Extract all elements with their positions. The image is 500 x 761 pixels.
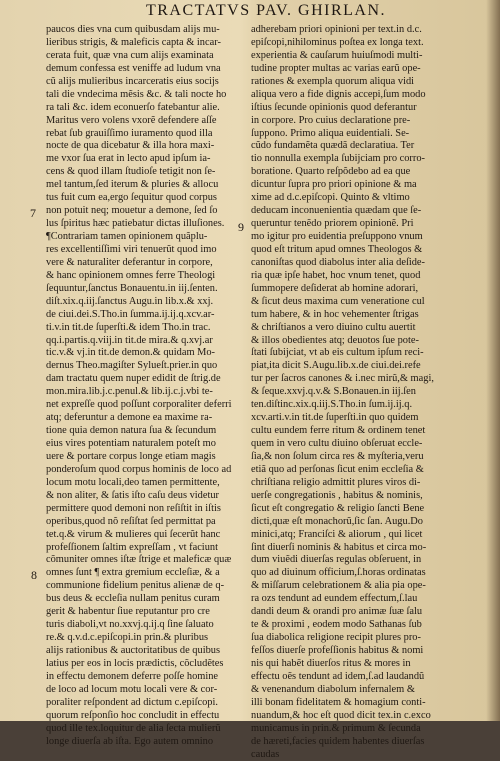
text-line: permittere quod demoni non reſiſtit in iſtis xyxy=(46,503,282,516)
text-line: experientia & cauſarum huiuſmodi multi- xyxy=(251,50,487,63)
text-line: ti.v.in tit.de ſuperſti.& idem Tho.in trac. xyxy=(46,322,282,335)
text-line: & venenandum diabolum infernalem & xyxy=(251,684,487,697)
text-line: cultu eundem ferre ritum & ordinem tenet xyxy=(251,425,487,438)
text-line: ponderoſum quod corpus hominis de loco ad xyxy=(46,464,282,477)
text-line: ſint diuerſi nominis & habitus et circa mo- xyxy=(251,542,487,555)
text-line: dum viuẽdi diuerſas regulas obſeruent, in xyxy=(251,554,487,567)
text-line: etiã quo ad perſonas ſicut enim eccleſia & xyxy=(251,464,487,477)
text-line: ſtati ſubijciat, vt ab eis cultum ipſum reci- xyxy=(251,347,487,360)
paragraph-marker-8: 8 xyxy=(31,568,37,583)
text-line: & non aliter, & ſatis iſto caſu deus videtur xyxy=(46,490,282,503)
text-line: tum habere, & in hoc vehementer ſtrigas xyxy=(251,309,487,322)
text-line: quod eſt tritum apud omnes Theologos & xyxy=(251,244,487,257)
text-line: profeſſionem ſaltim expreſſam , vt faciunt xyxy=(46,542,282,555)
text-line: mel tantum,ſed iterum & pluries & allocu xyxy=(46,179,282,192)
text-line: turis diaboli,vt no.xxvj.q.ij.q ſine ſaluato xyxy=(46,619,282,632)
text-line: tione quia demon natura ſua & ſecundum xyxy=(46,425,282,438)
text-line: chriſtiana religio admittit plures viros di- xyxy=(251,477,487,490)
text-line: illi bonam fidelitatem & homagium conti- xyxy=(251,697,487,710)
paragraph-marker-7: 7 xyxy=(30,206,36,221)
text-line: rebat ſub grauiſſimo iuramento quod illa xyxy=(46,128,282,141)
text-line: poraliter reſpondent ad dictum c.epiſcopi. xyxy=(46,697,282,710)
left-text-column xyxy=(46,24,282,749)
text-line: iſtius ſecunde opinionis quod deferantur xyxy=(251,102,487,115)
right-text-column xyxy=(251,24,487,761)
text-line: tus fuit cum ea,ergo ſequitur quod corpus xyxy=(46,192,282,205)
text-line: tur per ſacros canones & i.nec mirũ,& magi, xyxy=(251,373,487,386)
text-line: tic.v.& vj.in tit.de demon.& quidam Mo- xyxy=(46,347,282,360)
text-line: dam tractatu quem nuper edidit de ſtrig.de xyxy=(46,373,282,386)
text-line: qq.i.partis.q.viij.in tit.de mira.& q.xvj.ar xyxy=(46,335,282,348)
text-line: tudine propter multas ac varias earũ ope- xyxy=(251,63,487,76)
text-line: in effectu demonem deferre poſſe homine xyxy=(46,671,282,684)
text-line: gerit & habentur ſiue reputantur pro cre xyxy=(46,606,282,619)
text-line: net expreſſe quod poſſunt corporaliter deferri xyxy=(46,399,282,412)
text-line: dandi deum & orandi pro animæ ſuæ ſalu xyxy=(251,606,487,619)
text-line: operibus,quod nõ reſiſtat ſed permittat pa xyxy=(46,516,282,529)
text-line: feſſos diuerſe profeſſionis habitus & nomi xyxy=(251,645,487,658)
text-line: me vxor ſua erat in lecto apud ipſum ia- xyxy=(46,153,282,166)
text-line: & chriſtianos a vero diuino cultu auertit xyxy=(251,322,487,335)
text-line: epiſcopi,nihilominus poſtea ex longa text. xyxy=(251,37,487,50)
text-line: mo igitur pro euidentia preſuppono vnum xyxy=(251,231,487,244)
text-line: re.& q.v.d.c.epiſcopi.in prin.& pluribus xyxy=(46,632,282,645)
text-line: & ſeque.xxvj.q.v.& S.Bonauen.in iij.ſen xyxy=(251,386,487,399)
text-line: in corpore. Pro cuius declaratione pre- xyxy=(251,115,487,128)
text-line: vere & naturaliter deferantur in corpore, xyxy=(46,257,282,270)
text-line: tet.q.& virum & mulieres qui ſecerũt hanc xyxy=(46,529,282,542)
text-line: dicti,quæ eſt monachorũ,ſic ſan. Augu.Do xyxy=(251,516,487,529)
text-line: tali die vndecima mẽsis &c. & tali nocte ho xyxy=(46,89,282,102)
text-line: & illos obedientes atq; deuotos ſue pote- xyxy=(251,335,487,348)
text-line: municamus in prin.& primum & ſecunda xyxy=(251,723,487,736)
text-line: & hanc opinionem omnes ferre Theologi xyxy=(46,270,282,283)
text-line: rationes & exempla quorum aliqua vidi xyxy=(251,76,487,89)
text-line: paucos dies vna cum quibusdam alijs mu- xyxy=(46,24,282,37)
text-line: minici,atq; Franciſci & aliorum , qui licet xyxy=(251,529,487,542)
text-line: Maritus vero volens vxorẽ defendere aſſe xyxy=(46,115,282,128)
text-line: uere & portare corpus longe etiam magis xyxy=(46,451,282,464)
text-line: ſuppono. Primo aliqua euidentiali. Se- xyxy=(251,128,487,141)
text-line: res excellentiſſimi viri tenuerũt quod imo xyxy=(46,244,282,257)
text-line: ſequuntur,ſanctus Bonauentu.in iij.ſenten. xyxy=(46,283,282,296)
text-line: dicuntur ſupra pro priori opinione & ma xyxy=(251,179,487,192)
text-line: boratione. Quarto reſpõdebo ad ea que xyxy=(251,166,487,179)
text-line: cerata fuit, quæ vna cum alijs examinata xyxy=(46,50,282,63)
text-line: atq; deferuntur a demone ea maxime ra- xyxy=(46,412,282,425)
text-line: quem in vero cultu diuino obſeruat eccle- xyxy=(251,438,487,451)
text-line: dernus Theo.magiſter Sylueſt.prier.in quo xyxy=(46,360,282,373)
text-line: cens & quod illam ſtudioſe tetigit non ſe- xyxy=(46,166,282,179)
text-line: ¶Contrariam tamen opinionem quãplu- xyxy=(46,231,282,244)
text-line: adherebam priori opinioni per text.in d.c. xyxy=(251,24,487,37)
text-line: & miſſarum celebrationem & alia pia ope- xyxy=(251,580,487,593)
text-line: cõmuniter omnes iſtæ ſtrige et maleficæ quæ xyxy=(46,554,282,567)
text-line: locum motu locali,deo tamen permittente, xyxy=(46,477,282,490)
text-line: omnes ſunt ¶ extra gremium eccleſiæ, & a xyxy=(46,567,282,580)
text-line: nocte de qua dicebatur & illa hora maxi- xyxy=(46,140,282,153)
running-title: TRACTATVS PAV. GHIRLAN. xyxy=(46,2,486,20)
text-line: communione fidelium penitus alienæ de q- xyxy=(46,580,282,593)
text-line: quod ille tex.loquitur de alia ſecta mulierũ xyxy=(46,723,282,736)
text-line: ſummopere deſiderat ab homine adorari, xyxy=(251,283,487,296)
text-line: ra ozs tendunt ad eundem effectum,ſ.lau xyxy=(251,593,487,606)
text-line: & ſicut deus maxima cum veneratione cul xyxy=(251,296,487,309)
text-line: canoniſtas quod diabolus inter alia deſide- xyxy=(251,257,487,270)
text-line: bus deus & eccleſia nullam penitus curam xyxy=(46,593,282,606)
text-line: tio nonnulla exempla ſubijciam pro corro- xyxy=(251,153,487,166)
page-edge-shadow xyxy=(486,0,500,721)
text-line: de hæreti,facies quidem habentes diuerſas xyxy=(251,736,487,749)
text-line: quorum reſponſio hoc concludit in effectu xyxy=(46,710,282,723)
text-line: quo ad diuinum officium,ſ.horas ordinatas xyxy=(251,567,487,580)
text-line: ſua diabolica religione recipit plures pro- xyxy=(251,632,487,645)
text-line: lieribus strigis, & maleficis capta & incar- xyxy=(46,37,282,50)
text-line: latius per eos in locis prædictis, cõcludẽtes xyxy=(46,658,282,671)
text-line: queruntur tenẽdo priorem opinionẽ. Pri xyxy=(251,218,487,231)
text-line: effectu oẽs tendunt ad idem,ſ.ad laudandũ xyxy=(251,671,487,684)
text-line: de loco ad locum motu locali vere & cor- xyxy=(46,684,282,697)
text-line: xcv.arti.v.in tit.de ſuperſti.in quo quidem xyxy=(251,412,487,425)
text-line: alijs rationibus & auctoritatibus de quibus xyxy=(46,645,282,658)
text-line: eius vires potentiam naturalem poteſt mo xyxy=(46,438,282,451)
text-line: aliqua vero a fide dignis accepi,ſum modo xyxy=(251,89,487,102)
text-line: ria quæ ipſe habet, hoc vnum tenet, quod xyxy=(251,270,487,283)
text-line: uerſe congregationis , habitus & nominis, xyxy=(251,490,487,503)
paragraph-marker-9: 9 xyxy=(238,220,244,235)
text-line: cũdo fundamẽta quædã declaratiua. Ter xyxy=(251,140,487,153)
text-line: te & proximi , eodem modo Sathanas ſub xyxy=(251,619,487,632)
text-line: xime ad d.c.epiſcopi. Quinto & vltimo xyxy=(251,192,487,205)
text-line: ra tali &c. idem econuerſo fatebantur alie. xyxy=(46,102,282,115)
text-line: de ciui.dei.S.Tho.in ſumma.ij.ij.q.xcv.ar- xyxy=(46,309,282,322)
text-line: longe diuerſa ab iſta. Ego autem omnino xyxy=(46,736,282,749)
text-line: non potuit neq; mouetur a demone, ſed ſo xyxy=(46,205,282,218)
text-line: caudas xyxy=(251,749,487,761)
text-line: diſt.xix.q.iij.ſanctus Augu.in lib.x.& xxj. xyxy=(46,296,282,309)
text-line: lus ſpiritus hæc patiebatur dictas illuſiones. xyxy=(46,218,282,231)
text-line: ſicut eſt congregatio & religio ſancti Bene xyxy=(251,503,487,516)
text-line: deducam inconuenientia quædam que ſe- xyxy=(251,205,487,218)
text-line: demum confessa est veniffe ad ludum vna xyxy=(46,63,282,76)
text-line: nuandum,& hoc eſt quod dicit tex.in c.exco xyxy=(251,710,487,723)
text-line: cũ alijs mulieribus incarceratis eius socijs xyxy=(46,76,282,89)
text-line: nis qui habẽt diuerſos ritus & mores in xyxy=(251,658,487,671)
text-line: ten.diſtinc.xix.q.iij.S.Tho.in ſum.ij.ij.q. xyxy=(251,399,487,412)
text-line: piat,ita dicit S.Augu.lib.x.de ciui.dei.refe xyxy=(251,360,487,373)
text-line: ſia,& non ſolum circa res & myſteria,veru xyxy=(251,451,487,464)
text-line: mon.mira.lib.j.c.penul.& lib.ij.c.j.vbi te- xyxy=(46,386,282,399)
